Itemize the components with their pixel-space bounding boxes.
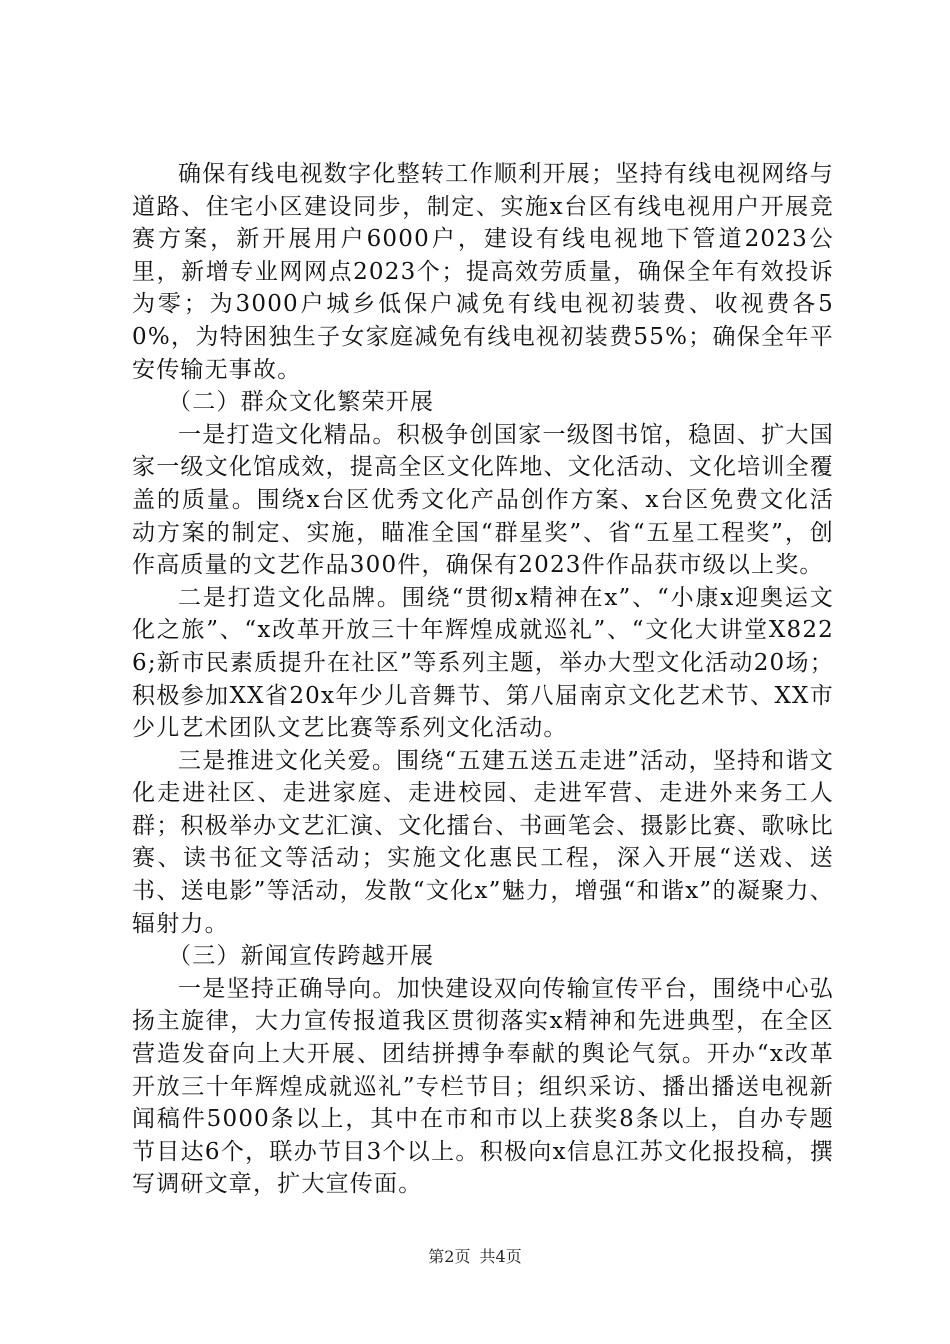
page-number: 第2页 xyxy=(428,1247,471,1266)
document-body xyxy=(132,158,834,1201)
paragraph-correct-guidance: 一是坚持正确导向。加快建设双向传输宣传平台，围绕中心弘扬主旋律，大力宣传报道我区贯彻落实x精神和先进典型，在全区营造发奋向上大开展、团结拼搏争奉献的舆论气氛。开办“x改革开放三十年辉煌成就巡礼”专栏节目；组织采访、播出播送电视新闻稿件5000条以上，其中在市和市以上获奖8条以上，自办专题节目达6个，联办节目3个以上。积极向x信息江苏文化报投稿，撰写调研文章，扩大宣传面。 xyxy=(132,975,834,1198)
section-heading-mass-culture: （二）群众文化繁荣开展 xyxy=(168,389,435,416)
paragraph-cable-tv: 确保有线电视数字化整转工作顺利开展；坚持有线电视网络与道路、住宅小区建设同步，制定、实施x台区有线电视用户开展竞赛方案，新开展用户6000户，建设有线电视地下管道2023公里，新增专业网网点2023个；提高效劳质量，确保全年有效投诉为零；为3000户城乡低保户减免有线电视初装费、收视费各50%，为特困独生子女家庭减免有线电视初装费55%；确保全年平安传输无事故。 xyxy=(132,161,834,383)
page-total: 共4页 xyxy=(479,1247,522,1266)
paragraph-culture-brand: 二是打造文化品牌。围绕“贯彻x精神在x”、“小康x迎奥运文化之旅”、“x改革开放三十年辉煌成就巡礼”、“文化大讲堂X8226;新市民素质提升在社区”等系列主题，举办大型文化活动20场；积极参加XX省20x年少儿音舞节、第八届南京文化艺术节、XX市少儿艺术团队文艺比赛等系列文化活动。 xyxy=(132,584,834,742)
section-heading-news-publicity: （三）新闻宣传跨越开展 xyxy=(168,943,435,970)
paragraph-culture-care: 三是推进文化关爱。围绕“五建五送五走进”活动，坚持和谐文化走进社区、走进家庭、走进校园、走进军营、走进外来务工人群；积极举办文艺汇演、文化擂台、书画笔会、摄影比赛、歌咏比赛、读书征文等活动；实施文化惠民工程，深入开展“送戏、送书、送电影”等活动，发散“文化x”魅力，增强“和谐x”的凝聚力、辐射力。 xyxy=(132,747,834,937)
paragraph-culture-quality: 一是打造文化精品。积极争创国家一级图书馆，稳固、扩大国家一级文化馆成效，提高全区文化阵地、文化活动、文化培训全覆盖的质量。围绕x台区优秀文化产品创作方案、x台区免费文化活动方案的制定、实施，瞄准全国“群星奖”、省“五星工程奖”，创作高质量的文艺作品300件，确保有2023件作品获市级以上奖。 xyxy=(132,421,834,579)
page-footer xyxy=(0,1244,950,1267)
